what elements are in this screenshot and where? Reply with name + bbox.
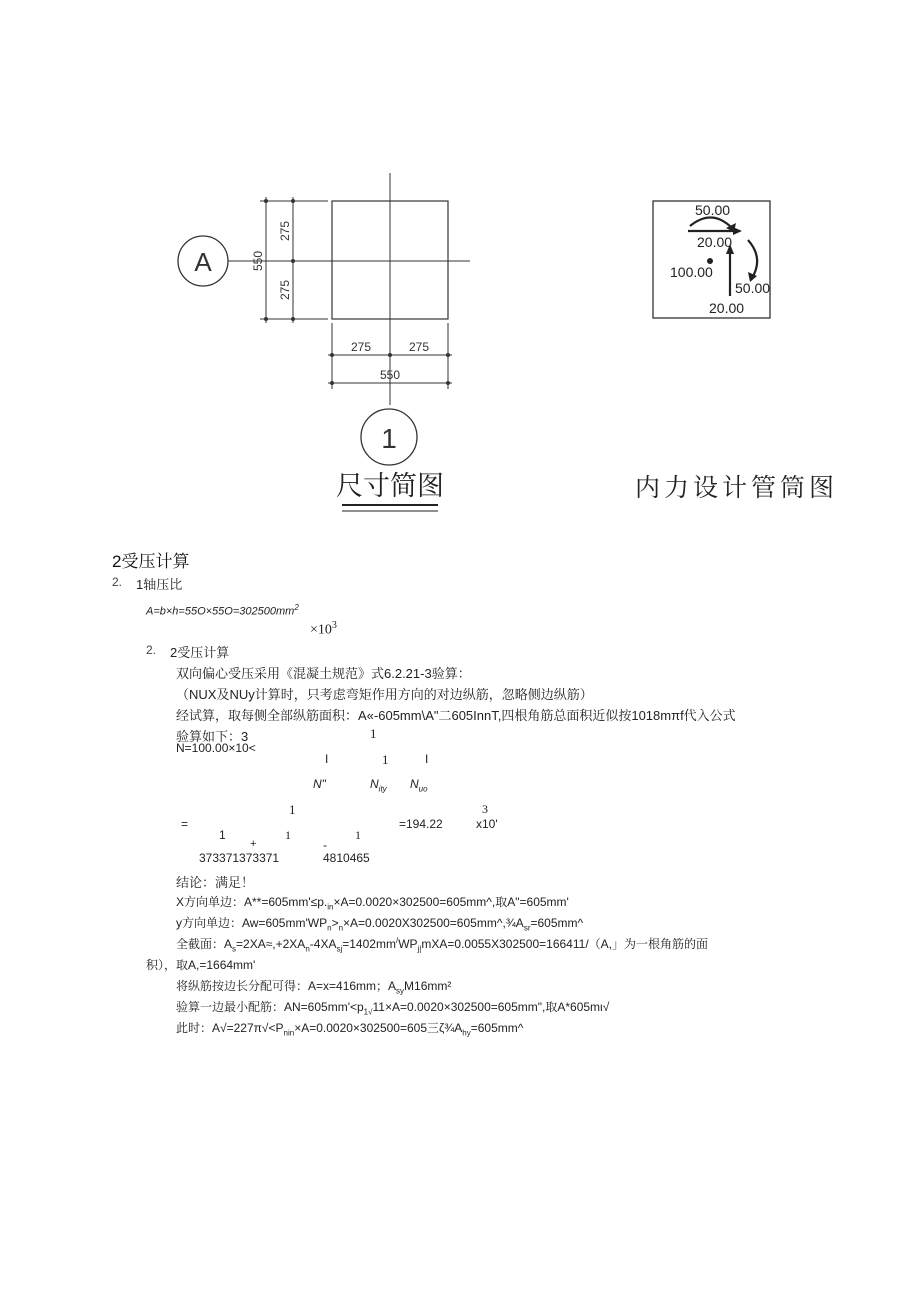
- axis-a-label: A: [194, 247, 212, 277]
- area-formula: $A=b\times h=55O\times 55O=302500mm^2$: [146, 603, 299, 618]
- times-ten-power: $\times 10^3$: [310, 620, 337, 638]
- times-ten-result: x10': [476, 817, 498, 831]
- line-note: （NUX及NUy计算时，只考虑弯矩作用方向的对边纵筋，忽略侧边纵筋）: [176, 687, 593, 702]
- section-heading: 2受压计算: [112, 552, 190, 571]
- denominator-2: 4810465: [323, 851, 370, 865]
- conclusion: 结论：满足！: [176, 875, 255, 890]
- frac-one-d: 1: [355, 828, 361, 842]
- distribute-line: 将纵筋按边长分配可得：A=x=416mm；$A_{sy}M16mm^2$: [176, 979, 452, 996]
- full-section-continued: 积），取A,=1664mm': [146, 958, 256, 972]
- subsection-1-number: 2.: [112, 575, 123, 589]
- subsection-2-title: 2受压计算: [170, 645, 230, 660]
- subsection-2-number: 2.: [146, 643, 157, 657]
- frac-bar-1: I: [325, 752, 329, 766]
- n-quote: N": [313, 777, 326, 791]
- force-diagram: [650, 198, 775, 322]
- dim-vertical-total: 550: [251, 250, 265, 272]
- axis-1-label: 1: [381, 423, 397, 454]
- frac-bar-2: I: [425, 752, 429, 766]
- dim-vertical-top: 275: [278, 220, 292, 242]
- dim-vertical-bottom: 275: [278, 279, 292, 301]
- line-trial: 经试算，取每侧全部纵筋面积：A«-605mm\A"二605InnT,四根角筋总面积近似按1018mπf代入公式: [176, 708, 736, 723]
- full-section: 全截面：$A_s=2XA\approx,+2XA_n-4XA_{sj}=1402mm^/WP_{j|}mXA=0.0055X302500=166411/(A$,」为一根角筋的面: [176, 936, 708, 954]
- now-line: 此时：$A√=227\pi√<P_{nin}\times A=0.0020\times 302500=605$三$\zeta\frac{3}{4}A_{hy}=605mm\^{}$: [176, 1021, 524, 1038]
- force-moment-top: 50.00: [695, 202, 731, 218]
- force-axial: 100.00: [670, 264, 713, 280]
- frac-one-top: 1: [370, 726, 377, 741]
- dimension-caption: 尺寸简图: [336, 471, 444, 501]
- min-reinforcement-check: 验算一边最小配筋：$AN=605mm'<p_{1√}11\times A=0.0020\times 302500=605mm$",取A*605mι√: [176, 1000, 610, 1017]
- n-ity: $N_{ity}$: [370, 777, 387, 794]
- frac-one-c: 1: [285, 828, 291, 842]
- n-uo: $N_{uo}$: [410, 777, 428, 794]
- force-moment-right: 50.00: [735, 280, 771, 296]
- x-single-side: X方向单边：$A**=605mm'\le p._{in}\times A=0.0020\times 302500=605mm\^{}$,取A"=605mm': [176, 895, 569, 912]
- frac-one: 1: [382, 752, 389, 767]
- force-shear-bottom: 20.00: [709, 300, 745, 316]
- force-caption: 内力设计管筒图: [635, 474, 839, 502]
- denominator-1: 373371373371: [199, 851, 280, 865]
- result-value: =194.22: [399, 817, 443, 831]
- force-shear-top: 20.00: [697, 234, 733, 250]
- plus-sign: +: [250, 838, 257, 850]
- minus-sign: -: [323, 838, 327, 852]
- line-method: 双向偏心受压采用《混凝土规范》式6.2.21-3验算：: [176, 666, 471, 681]
- line-check-prefix: 验算如下：3: [176, 729, 249, 744]
- dim-horizontal-right: 275: [408, 340, 430, 354]
- frac-one-a: 1: [289, 802, 296, 817]
- n-formula: N=100.00×10<: [176, 741, 256, 755]
- dimension-sketch: [160, 165, 480, 525]
- exponent-three: 3: [482, 802, 488, 816]
- y-single-side: y方向单边：$Aw=605mm'WP_n>_n\times A=0.0020X302500=605mm\^{},\frac{3}{4}A_{sr}=605mm\^{}$: [176, 916, 584, 933]
- dim-horizontal-total: 550: [379, 368, 401, 382]
- frac-one-b: 1: [219, 828, 226, 842]
- subsection-1-title: 1轴压比: [136, 577, 183, 592]
- dim-horizontal-left: 275: [350, 340, 372, 354]
- equals-sign: =: [181, 817, 189, 831]
